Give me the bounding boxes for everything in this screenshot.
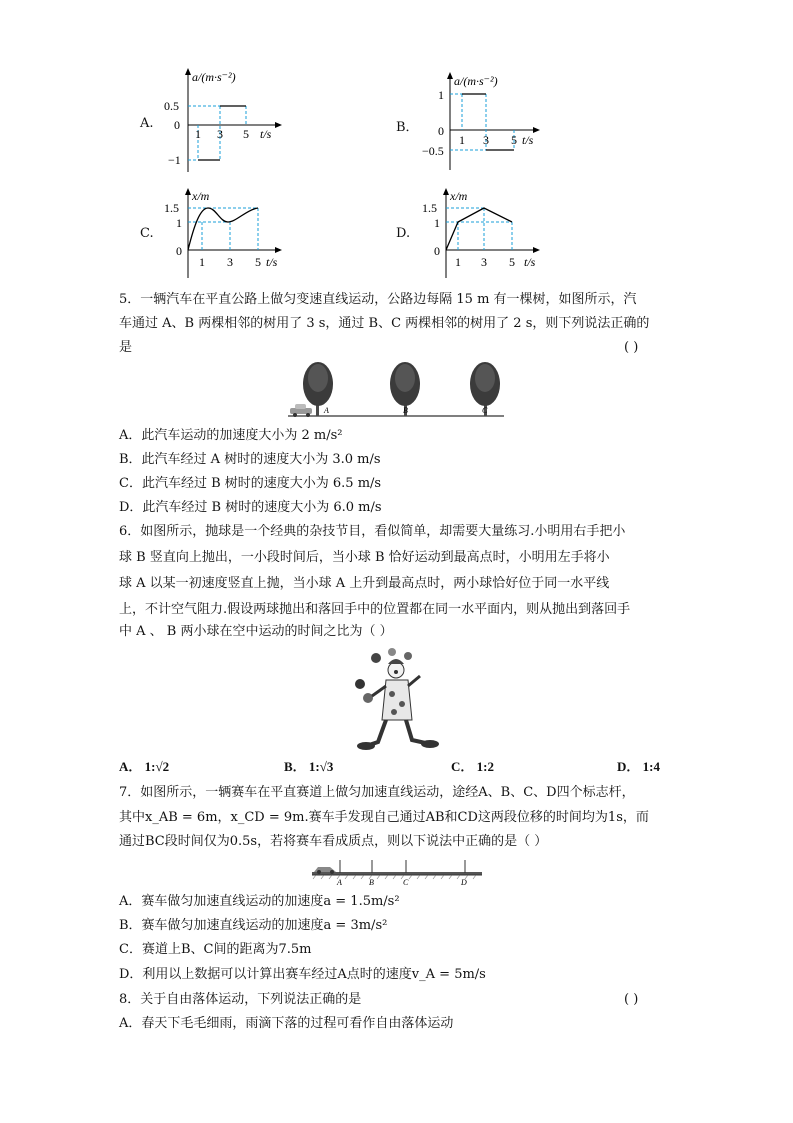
q5-option-b: B．此汽车经过 A 树时的速度大小为 3.0 m/s xyxy=(119,452,381,467)
graph-a-y-axis-label: a/(m·s⁻²) xyxy=(192,70,236,84)
track-label-b: B xyxy=(369,878,374,887)
graph-d-y-tick: 1.5 xyxy=(422,201,437,215)
q6-stem-line: 中 A 、 B 两小球在空中运动的时间之比为（ ） xyxy=(119,624,393,639)
q6-option-d: D． 1:4 xyxy=(617,759,660,774)
graph-a-y-tick: 0.5 xyxy=(164,99,179,113)
q5-answer-bracket: ( ) xyxy=(624,340,639,355)
track-label-a: A xyxy=(337,878,342,887)
graph-a-y-tick: 0 xyxy=(174,118,180,132)
tree-label-c: C xyxy=(482,406,488,415)
q8-stem: 8．关于自由落体运动，下列说法正确的是 xyxy=(119,992,362,1007)
graph-c-y-tick: 1 xyxy=(176,216,182,230)
graph-b-y-tick: 1 xyxy=(438,88,444,102)
graph-b-option-label: B． xyxy=(396,120,419,135)
track-label-d: D xyxy=(461,878,467,887)
graph-b-y-tick: −0.5 xyxy=(422,144,444,158)
q5-option-c: C．此汽车经过 B 树时的速度大小为 6.5 m/s xyxy=(119,476,382,491)
graph-b-x-tick: 5 xyxy=(511,133,517,147)
graph-b-y-tick: 0 xyxy=(438,124,444,138)
q6-option-a: A． 1:√2 xyxy=(119,759,170,774)
graph-c-y-axis-label: x/m xyxy=(192,189,210,203)
graph-a-option-label: A. xyxy=(140,116,154,131)
graph-a-x-axis-label: t/s xyxy=(260,127,272,141)
q6-option-b: B． 1:√3 xyxy=(284,759,334,774)
q6-stem-line: 球 A 以某一初速度竖直上抛，当小球 A 上升到最高点时，两小球恰好位于同一水平线 xyxy=(119,576,610,591)
q5-trees-figure xyxy=(284,358,506,420)
graph-a-x-tick: 5 xyxy=(243,127,249,141)
q5-option-a: A．此汽车运动的加速度大小为 2 m/s² xyxy=(119,428,343,443)
graph-c-x-tick: 3 xyxy=(227,255,233,269)
q7-option-b: B．赛车做匀加速直线运动的加速度a = 3m/s² xyxy=(119,918,388,933)
graph-b-chart xyxy=(418,70,548,176)
graph-c-option-label: C. xyxy=(140,226,154,241)
tree-label-b: B xyxy=(403,406,408,415)
q6-stem-line: 球 B 竖直向上抛出，一小段时间后，当小球 B 恰好运动到最高点时，小明用左手将小 xyxy=(119,550,610,565)
graph-d-x-axis-label: t/s xyxy=(524,255,536,269)
q7-stem-line: 其中x_AB = 6m，x_CD = 9m.赛车手发现自己通过AB和CD这两段位移的时间均为1s，而 xyxy=(119,810,649,825)
q6-stem-line: 6．如图所示，抛球是一个经典的杂技节目，看似简单，却需要大量练习.小明用右手把小 xyxy=(119,524,626,539)
graph-d-y-axis-label: x/m xyxy=(450,189,468,203)
graph-d-y-tick: 0 xyxy=(434,244,440,258)
graph-c-y-tick: 0 xyxy=(176,244,182,258)
q8-answer-bracket: ( ) xyxy=(624,992,639,1007)
track-label-c: C xyxy=(403,878,409,887)
q5-stem-line: 5．一辆汽车在平直公路上做匀变速直线运动，公路边每隔 15 m 有一棵树，如图所示，汽 xyxy=(119,292,637,307)
tree-label-a: A xyxy=(324,406,329,415)
q6-stem-line: 上，不计空气阻力.假设两球抛出和落回手中的位置都在同一水平面内，则从抛出到落回手 xyxy=(119,602,631,617)
graph-c-x-axis-label: t/s xyxy=(266,255,278,269)
graph-c-x-tick: 5 xyxy=(255,255,261,269)
graph-d-x-tick: 1 xyxy=(455,255,461,269)
q7-option-a: A．赛车做匀加速直线运动的加速度a = 1.5m/s² xyxy=(119,894,400,909)
q5-stem-line: 是 xyxy=(119,340,133,355)
graph-a-x-tick: 3 xyxy=(217,127,223,141)
q5-option-d: D．此汽车经过 B 树时的速度大小为 6.0 m/s xyxy=(119,500,382,515)
graph-b-x-tick: 3 xyxy=(483,133,489,147)
graph-d-chart xyxy=(420,186,550,282)
q6-option-c: C． 1:2 xyxy=(451,759,494,774)
q7-stem-line: 7．如图所示，一辆赛车在平直赛道上做匀加速直线运动，途经A、B、C、D四个标志杆， xyxy=(119,785,635,800)
graph-a-y-tick: −1 xyxy=(168,153,181,167)
graph-a-x-tick: 1 xyxy=(195,127,201,141)
q8-option-a: A．春天下毛毛细雨，雨滴下落的过程可看作自由落体运动 xyxy=(119,1016,454,1031)
graph-d-x-tick: 5 xyxy=(509,255,515,269)
q5-stem-line: 车通过 A、B 两棵相邻的树用了 3 s，通过 B、C 两棵相邻的树用了 2 s，则下列说法正确的 xyxy=(119,316,650,331)
graph-c-y-tick: 1.5 xyxy=(164,201,179,215)
graph-c-x-tick: 1 xyxy=(199,255,205,269)
q7-stem-line: 通过BC段时间仅为0.5s，若将赛车看成质点，则以下说法中正确的是（ ） xyxy=(119,834,548,849)
graph-d-y-tick: 1 xyxy=(434,216,440,230)
graph-d-option-label: D. xyxy=(396,226,411,241)
q7-option-c: C．赛道上B、C间的距离为7.5m xyxy=(119,942,312,957)
q6-juggler-figure xyxy=(350,646,442,754)
graph-b-x-tick: 1 xyxy=(459,133,465,147)
graph-a-chart xyxy=(160,66,290,178)
graph-d-x-tick: 3 xyxy=(481,255,487,269)
q7-track-figure xyxy=(310,856,486,888)
graph-c-chart xyxy=(162,186,292,282)
graph-b-y-axis-label: a/(m·s⁻²) xyxy=(454,74,498,88)
car-icon xyxy=(290,404,312,417)
graph-b-x-axis-label: t/s xyxy=(522,133,534,147)
q7-option-d: D．利用以上数据可以计算出赛车经过A点时的速度v_A = 5m/s xyxy=(119,967,486,982)
